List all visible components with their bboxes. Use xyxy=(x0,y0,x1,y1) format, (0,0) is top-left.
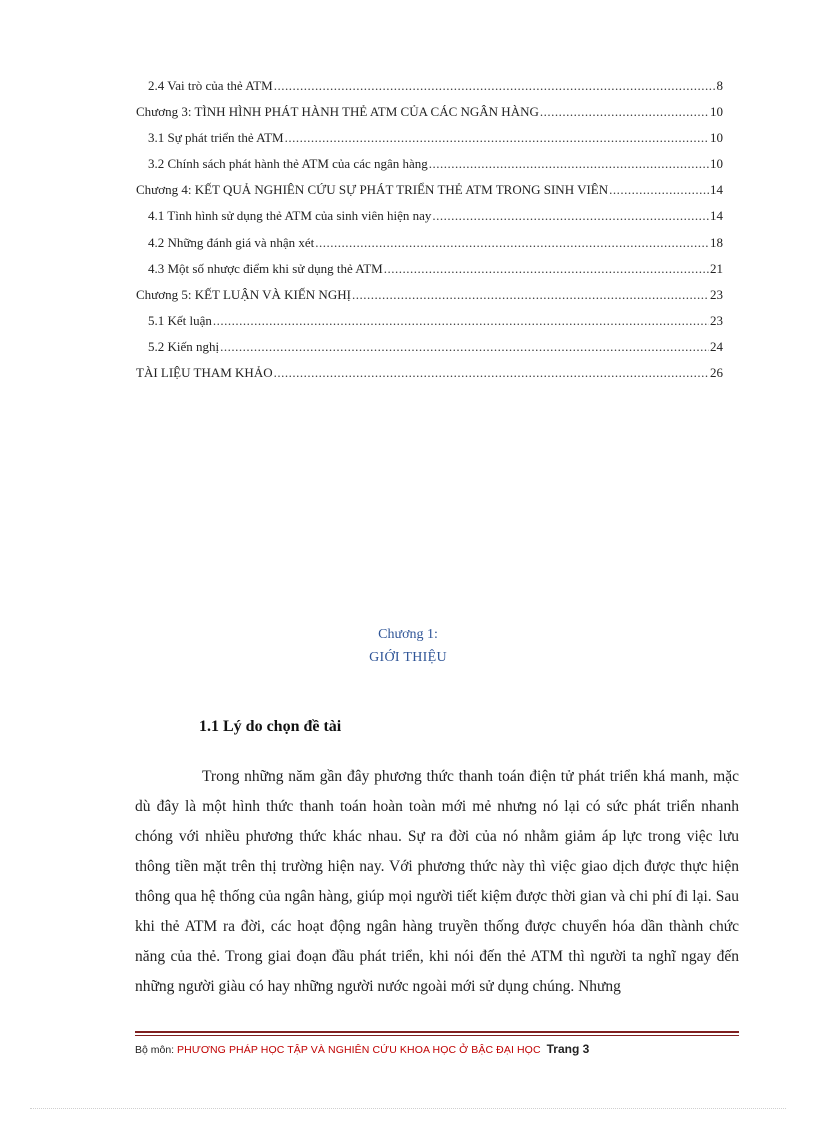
toc-entry-page: 24 xyxy=(710,339,723,354)
toc-entry-page: 10 xyxy=(710,104,723,119)
toc-entry[interactable] xyxy=(148,235,723,251)
toc-entry-page: 18 xyxy=(710,235,723,250)
footer-divider-thin xyxy=(135,1035,739,1036)
toc-dot-leader xyxy=(285,130,709,146)
toc-entry[interactable] xyxy=(148,156,723,172)
chapter-title: GIỚI THIỆU xyxy=(369,650,447,665)
footer-divider xyxy=(135,1031,739,1033)
toc-entry-title: 5.2 Kiến nghị xyxy=(148,339,220,354)
footer-prefix: Bộ môn: xyxy=(135,1044,178,1056)
page-edge-divider xyxy=(30,1108,786,1109)
toc-entry[interactable] xyxy=(148,78,723,94)
toc-entry-page: 14 xyxy=(710,182,723,197)
toc-dot-leader xyxy=(540,104,709,120)
toc-entry-title: TÀI LIỆU THAM KHẢO xyxy=(136,365,273,380)
toc-entry-title: 4.2 Những đánh giá và nhận xét xyxy=(148,235,315,250)
toc-entry[interactable] xyxy=(136,287,723,303)
toc-entry-title: Chương 4: KẾT QUẢ NGHIÊN CỨU SỰ PHÁT TRIỂN THẺ ATM TRONG SINH VIÊN xyxy=(136,182,609,197)
toc-entry-page: 21 xyxy=(710,261,723,276)
page-footer xyxy=(135,1042,739,1060)
toc-entry-title: 5.1 Kết luận xyxy=(148,313,212,328)
toc-entry-title: Chương 5: KẾT LUẬN VÀ KIẾN NGHỊ xyxy=(136,287,351,302)
toc-entry[interactable] xyxy=(148,208,723,224)
section-heading: 1.1 Lý do chọn đề tài xyxy=(199,718,342,735)
toc-dot-leader xyxy=(220,339,709,355)
toc-dot-leader xyxy=(352,287,709,303)
toc-entry-page: 10 xyxy=(710,130,723,145)
toc-entry[interactable] xyxy=(148,313,723,329)
toc-entry-page: 23 xyxy=(710,287,723,302)
toc-dot-leader xyxy=(213,313,709,329)
toc-entry-title: Chương 3: TÌNH HÌNH PHÁT HÀNH THẺ ATM CỦA CÁC NGÂN HÀNG xyxy=(136,104,539,119)
toc-entry-page: 26 xyxy=(710,365,723,380)
toc-entry-title: 3.1 Sự phát triển thẻ ATM xyxy=(148,130,284,145)
toc-dot-leader xyxy=(429,156,709,172)
toc-entry-page: 8 xyxy=(716,78,723,93)
toc-entry-page: 10 xyxy=(710,156,723,171)
toc-entry-title: 3.2 Chính sách phát hành thẻ ATM của các ngân hàng xyxy=(148,156,428,171)
page-number: Trang 3 xyxy=(546,1042,590,1056)
chapter-label: Chương 1: xyxy=(378,627,438,642)
toc-entry[interactable] xyxy=(148,339,723,355)
footer-subject: PHƯƠNG PHÁP HỌC TẬP VÀ NGHIÊN CỨU KHOA HỌC Ở BẬC ĐẠI HỌC xyxy=(177,1044,541,1056)
toc-entry[interactable] xyxy=(136,365,723,381)
toc-dot-leader xyxy=(274,365,709,381)
toc-entry-title: 4.3 Một số nhược điểm khi sử dụng thẻ ATM xyxy=(148,261,383,276)
toc-entry-page: 14 xyxy=(710,208,723,223)
toc-entry-page: 23 xyxy=(710,313,723,328)
toc-entry[interactable] xyxy=(148,261,723,277)
toc-entry[interactable] xyxy=(136,182,723,198)
toc-entry-title: 4.1 Tình hình sử dụng thẻ ATM của sinh viên hiện nay xyxy=(148,208,432,223)
body-paragraph: Trong những năm gần đây phương thức thanh toán điện tử phát triển khá manh, mặc dù đây là một hình thức thanh toán hoàn toàn mới mẻ nhưng nó lại có sức phát triển nhanh chóng với nhiều phương thức khác nhau. Sự ra đời của nó nhằm giảm áp lực trong việc lưu thông tiền mặt trên thị trường hiện nay. Với phương thức này thì việc giao dịch được thực hiện thông qua hệ thống của ngân hàng, giúp mọi người tiết kiệm được thời gian và chi phí đi lại. Sau khi thẻ ATM ra đời, các hoạt động ngân hàng truyền thống được chuyển hóa dần thành chức năng của thẻ. Trong giai đoạn đầu phát triển, khi nói đến thẻ ATM thì người ta nghĩ ngay đến những người giàu có hay những người nước ngoài mới sử dụng chúng. Nhưng xyxy=(135,768,739,995)
toc-dot-leader xyxy=(432,208,709,224)
toc-dot-leader xyxy=(609,182,709,198)
toc-dot-leader xyxy=(315,235,709,251)
toc-entry-title: 2.4 Vai trò của thẻ ATM xyxy=(148,78,273,93)
toc-dot-leader xyxy=(384,261,709,277)
toc-entry[interactable] xyxy=(148,130,723,146)
toc-entry[interactable] xyxy=(136,104,723,120)
toc-dot-leader xyxy=(274,78,716,94)
